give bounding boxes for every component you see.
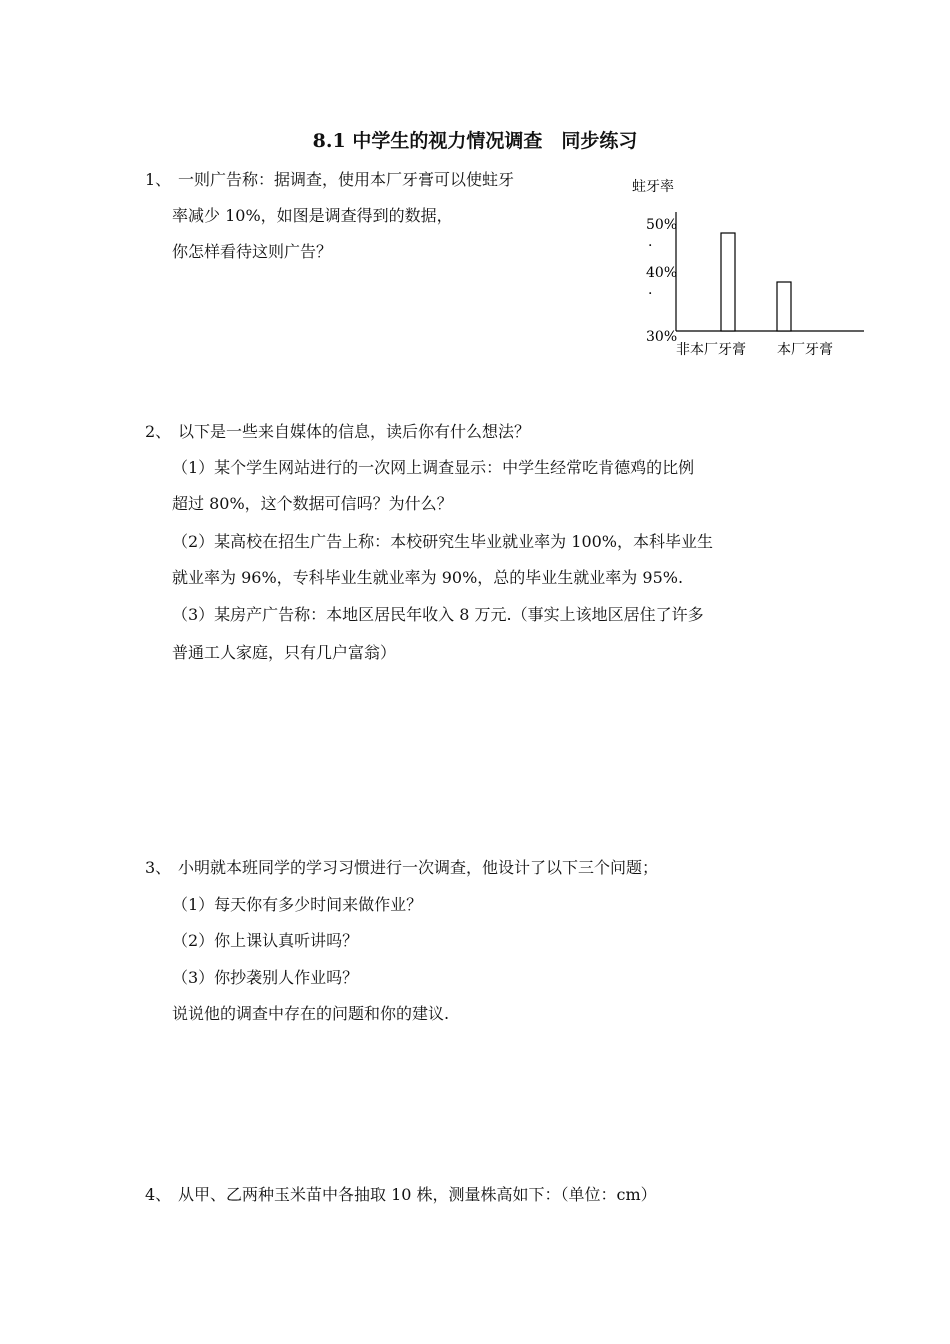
chart-y-tick-dot-2: ·: [648, 286, 653, 302]
chart-x-label-brand: 本厂牙膏: [777, 342, 833, 358]
question-2-line-3: 超过 80%，这个数据可信吗？为什么？: [172, 494, 453, 513]
question-2-line-7: 普通工人家庭，只有几户富翁）: [172, 643, 397, 662]
chart-y-tick-30: 30%: [646, 329, 678, 345]
caries-rate-bar-chart: [620, 172, 880, 372]
chart-y-tick-dot-1: ·: [648, 238, 653, 254]
question-3-number: 3、: [145, 858, 172, 877]
question-2-line-5: 就业率为 96%，专科毕业生就业率为 90%，总的毕业生就业率为 95%.: [172, 568, 684, 587]
chart-y-axis-label: 蛀牙率: [632, 179, 674, 195]
chart-bar-brand: [777, 282, 791, 331]
question-2-line-4: （2）某高校在招生广告上称：本校研究生毕业就业率为 100%，本科毕业生: [172, 532, 714, 551]
question-3-line-2: （1）每天你有多少时间来做作业？: [172, 895, 423, 914]
question-3-line-4: （3）你抄袭别人作业吗？: [172, 968, 359, 987]
page-title: 8.1 中学生的视力情况调查 同步练习: [312, 130, 638, 152]
question-4-number: 4、: [145, 1185, 172, 1204]
chart-bar-non-brand: [721, 233, 735, 331]
question-2-line-6: （3）某房产广告称：本地区居民年收入 8 万元.（事实上该地区居住了许多: [172, 605, 704, 624]
question-4-line-1: 从甲、乙两种玉米苗中各抽取 10 株，测量株高如下：（单位：cm）: [178, 1185, 657, 1204]
chart-y-tick-40: 40%: [646, 265, 678, 281]
question-1-line-3: 你怎样看待这则广告？: [172, 242, 333, 261]
question-1-line-1: 一则广告称：据调查，使用本厂牙膏可以使蛀牙: [178, 170, 515, 189]
question-1-line-2: 率减少 10%，如图是调查得到的数据，: [172, 206, 453, 225]
question-3-line-3: （2）你上课认真听讲吗？: [172, 931, 359, 950]
question-2-number: 2、: [145, 422, 172, 441]
question-3-line-1: 小明就本班同学的学习习惯进行一次调查，他设计了以下三个问题；: [178, 858, 659, 877]
question-2-line-1: 以下是一些来自媒体的信息，读后你有什么想法？: [178, 422, 531, 441]
chart-y-tick-50: 50%: [646, 217, 678, 233]
question-1-number: 1、: [145, 170, 172, 189]
question-2-line-2: （1）某个学生网站进行的一次网上调查显示：中学生经常吃肯德鸡的比例: [172, 458, 695, 477]
question-3-line-5: 说说他的调查中存在的问题和你的建议.: [172, 1004, 450, 1023]
chart-x-label-non-brand: 非本厂牙膏: [676, 342, 746, 358]
